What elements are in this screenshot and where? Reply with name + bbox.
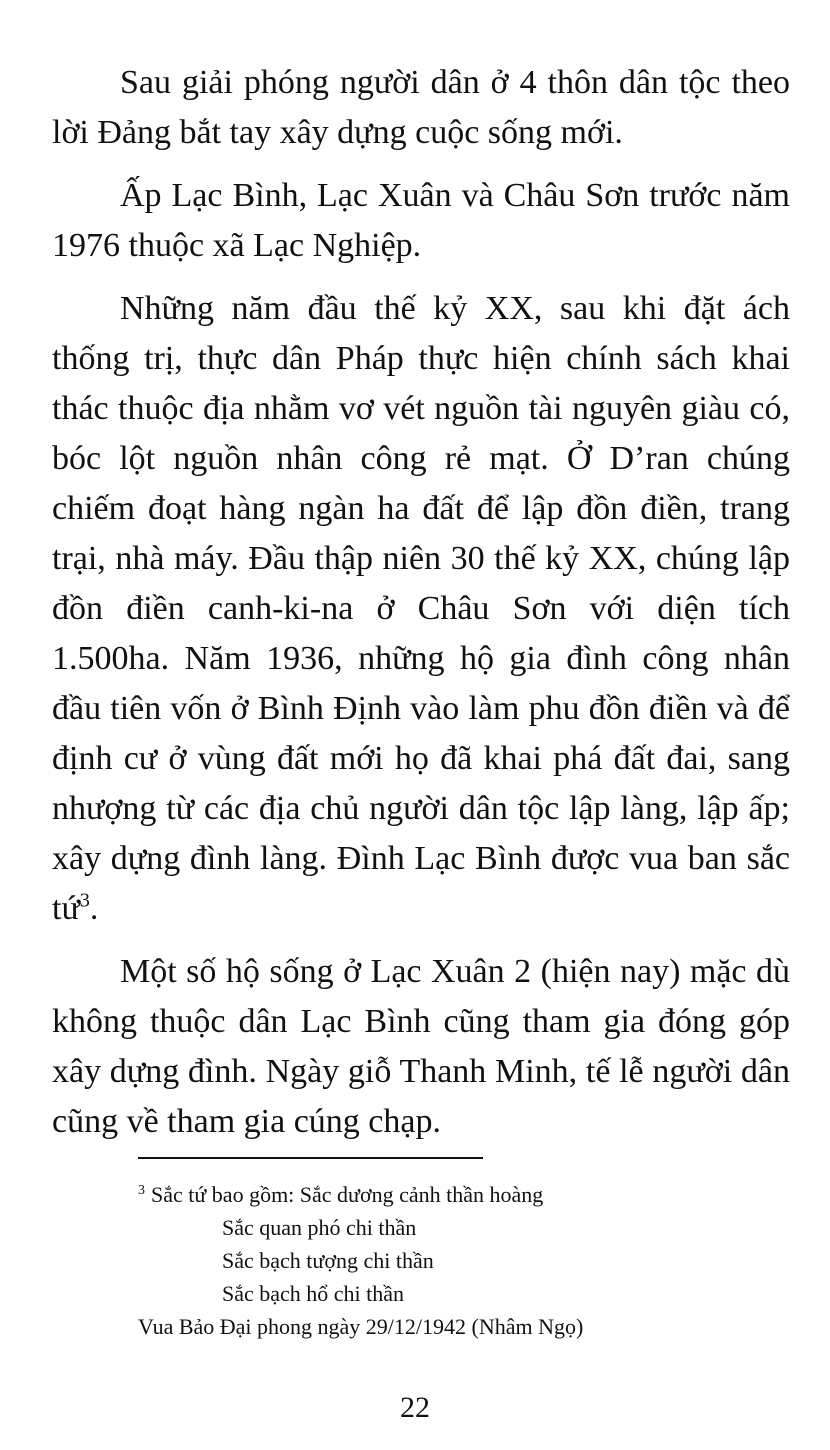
paragraph-3-end: .	[89, 890, 99, 927]
paragraph-3-text: Những năm đầu thế kỷ XX, sau khi đặt ách thống trị, thực dân Pháp thực hiện chính sách khai thác thuộc địa nhằm vơ vét nguồn tài nguyên giàu có, bóc lột nguồn nhân công rẻ mạt. Ở D’ran chúng chiếm đoạt hàng ngàn ha đất để lập đồn điền, trang trại, nhà máy. Đầu thập niên 30 thế kỷ XX, chúng lập đồn điền canh-ki-na ở Châu Sơn với diện tích 1.500ha. Năm 1936, những hộ gia đình công nhân đầu tiên vốn ở Bình Định vào làm phu đồn điền và để định cư ở vùng đất mới họ đã khai phá đất đai, sang nhượng từ các địa chủ người dân tộc lập làng, lập ấp; xây dựng đình làng. Đình Lạc Bình được vua ban sắc tứ	[52, 290, 790, 927]
footnote-line-4: Sắc bạch hổ chi thần	[222, 1281, 405, 1306]
footnote-reference: 3	[79, 889, 90, 912]
footnote-divider	[138, 1157, 483, 1159]
footnote-line-1	[138, 1178, 698, 1211]
footnote-closing: Vua Bảo Đại phong ngày 29/12/1942 (Nhâm Ngọ)	[138, 1314, 584, 1339]
footnote-line-3: Sắc bạch tượng chi thần	[222, 1248, 434, 1273]
paragraph-4: Một số hộ sống ở Lạc Xuân 2 (hiện nay) mặc dù không thuộc dân Lạc Bình cũng tham gia đóng góp xây dựng đình. Ngày giỗ Thanh Minh, tế lễ người dân cũng về tham gia cúng chạp.	[52, 953, 790, 1140]
paragraph-1: Sau giải phóng người dân ở 4 thôn dân tộc theo lời Đảng bắt tay xây dựng cuộc sống mới.	[52, 64, 790, 151]
paragraph-3	[52, 284, 790, 934]
body-text	[52, 58, 790, 1147]
page-number: 22	[400, 1391, 430, 1424]
footnote-marker: 3	[138, 1182, 145, 1198]
paragraph-2: Ấp Lạc Bình, Lạc Xuân và Châu Sơn trước năm 1976 thuộc xã Lạc Nghiệp.	[52, 177, 790, 264]
footnote	[138, 1178, 698, 1310]
footnote-line-1-text: Sắc tứ bao gồm: Sắc dương cảnh thần hoàng	[151, 1182, 544, 1207]
footnote-line-2: Sắc quan phó chi thần	[222, 1215, 417, 1240]
